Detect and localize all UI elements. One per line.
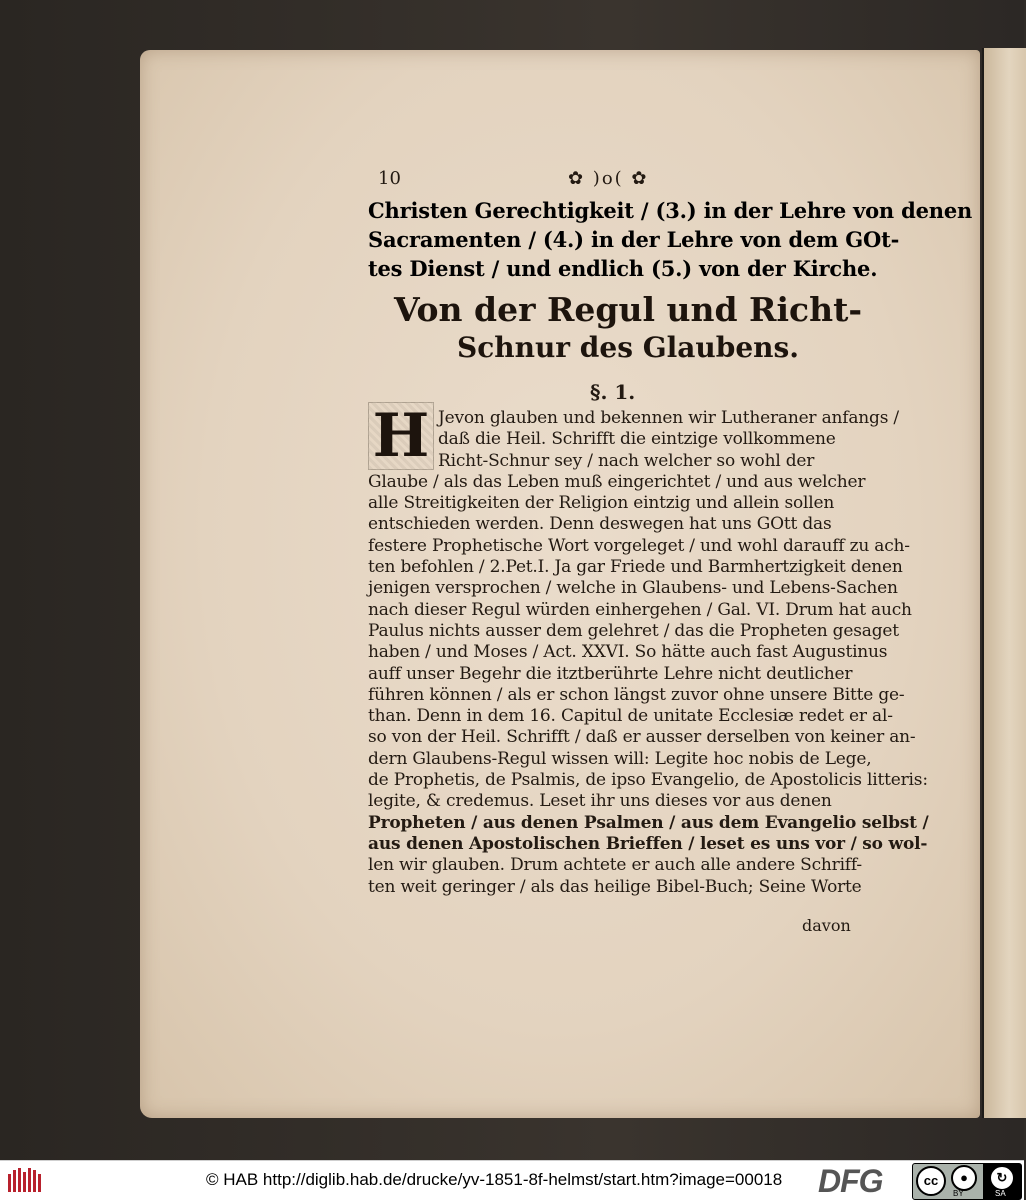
body-line: ten weit geringer / als das heilige Bibel-Buch; Seine Worte	[368, 876, 862, 897]
page-number: 10	[378, 168, 401, 189]
body-line: Jevon glauben und bekennen wir Lutheraner anfangs /	[438, 408, 899, 428]
body-text	[368, 408, 929, 898]
source-link[interactable]: © HAB http://diglib.hab.de/drucke/yv-1851-8f-helmst/start.htm?image=00018	[206, 1170, 783, 1189]
body-line: so von der Heil. Schrifft / daß er ausser derselben von keiner an-	[368, 727, 916, 748]
section-mark: §. 1.	[590, 380, 636, 404]
body-line: de Prophetis, de Psalmis, de ipso Evangelio, de Apostolicis litteris:	[368, 770, 928, 791]
hab-logo-icon	[6, 1166, 46, 1196]
decorated-initial: H	[368, 402, 434, 470]
body-line: auff unser Begehr die itztberührte Lehre nicht deutlicher	[368, 663, 853, 684]
chapter-title	[388, 290, 868, 366]
license-sa-label: SA	[995, 1189, 1006, 1198]
cc-license-badge[interactable]	[912, 1163, 1022, 1200]
body-line: haben / und Moses / Act. XXVI. So hätte auch fast Augustinus	[368, 642, 888, 663]
intro-line: Christen Gerechtigkeit / (3.) in der Lehre von denen	[368, 198, 973, 223]
body-line: daß die Heil. Schrifft die eintzige vollkommene	[438, 429, 836, 450]
body-line: nach dieser Regul würden einhergehen / Gal. VI. Drum hat auch	[368, 599, 912, 620]
body-line: legite, & credemus. Leset ihr uns dieses vor aus denen	[368, 791, 832, 812]
intro-paragraph	[368, 196, 973, 283]
catchword: davon	[802, 916, 851, 935]
body-line: ten befohlen / 2.Pet.I. Ja gar Friede und Barmhertzigkeit denen	[368, 557, 903, 578]
body-line: entschieden werden. Denn deswegen hat uns GOtt das	[368, 514, 832, 535]
body-line: than. Denn in dem 16. Capitul de unitate Ecclesiæ redet er al-	[368, 706, 893, 727]
body-line: Propheten / aus denen Psalmen / aus dem Evangelio selbst /	[368, 812, 929, 833]
license-by-label: BY	[953, 1189, 964, 1198]
page-header	[378, 168, 868, 192]
intro-line: Sacramenten / (4.) in der Lehre von dem GOt-	[368, 227, 900, 252]
share-alike-icon: ↻	[989, 1165, 1015, 1191]
body-line: festere Prophetische Wort vorgeleget / und wohl darauff zu ach-	[368, 535, 910, 556]
dfg-logo: DFG	[818, 1163, 883, 1199]
cc-icon: cc	[916, 1166, 946, 1196]
body-line: alle Streitigkeiten der Religion eintzig und allein sollen	[368, 493, 835, 514]
header-ornament: ✿ )o( ✿	[568, 168, 649, 189]
chapter-title-line-1: Von der Regul und Richt-	[393, 290, 863, 329]
body-line: Glaube / als das Leben muß eingerichtet / und aus welcher	[368, 471, 866, 492]
share-alike-block	[983, 1164, 1021, 1199]
body-line: aus denen Apostolischen Brieffen / leset es uns vor / so wol-	[368, 833, 928, 854]
body-line: führen können / als er schon längst zuvor ohne unsere Bitte ge-	[368, 684, 905, 705]
body-line: jenigen versprochen / welche in Glaubens- und Lebens-Sachen	[368, 578, 898, 599]
body-line: Richt-Schnur sey / nach welcher so wohl der	[438, 450, 815, 471]
attribution-person-icon: ●	[951, 1165, 977, 1191]
body-line: Paulus nichts ausser dem gelehret / das die Propheten gesaget	[368, 620, 899, 641]
body-line: dern Glaubens-Regul wissen will: Legite hoc nobis de Lege,	[368, 748, 872, 769]
body-line: len wir glauben. Drum achtete er auch alle andere Schriff-	[368, 855, 862, 876]
chapter-title-line-2: Schnur des Glaubens.	[456, 331, 800, 364]
adjacent-page-edge	[982, 48, 1026, 1118]
viewer-footer	[0, 1160, 1024, 1200]
intro-line: tes Dienst / und endlich (5.) von der Kirche.	[368, 256, 878, 281]
